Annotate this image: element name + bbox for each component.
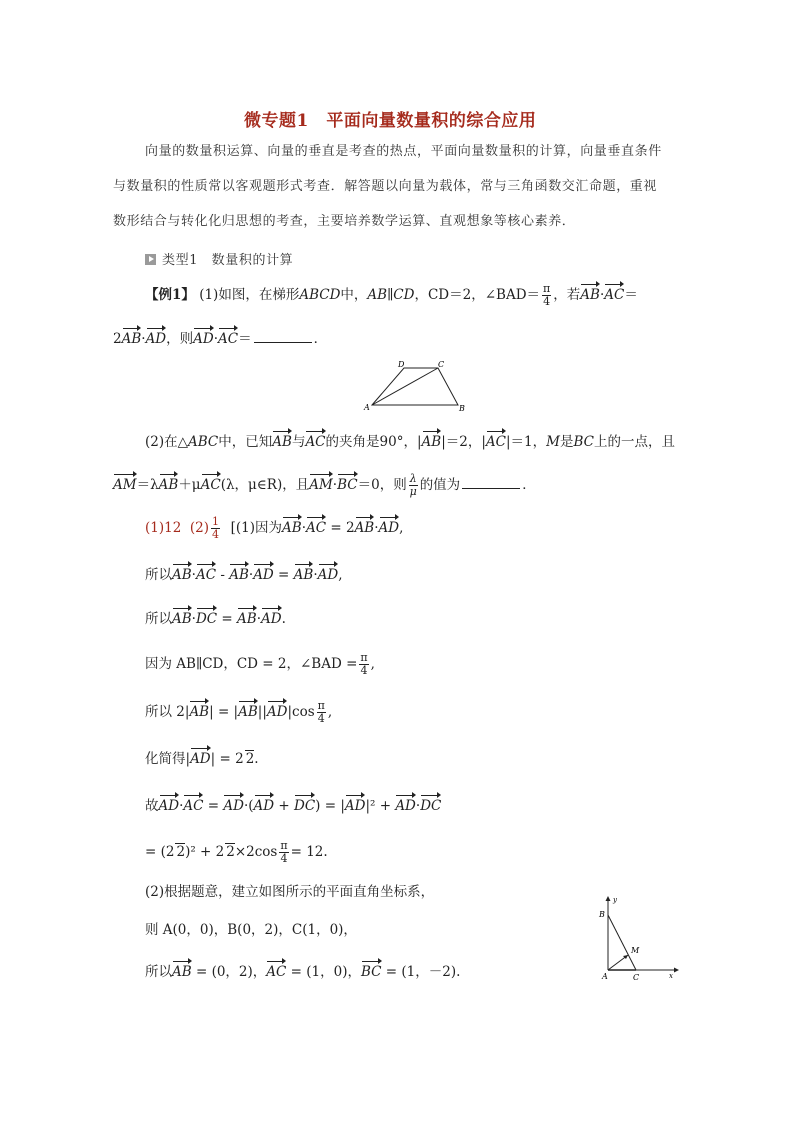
vector-ac: AC bbox=[604, 287, 625, 303]
example-1-part1-line2: 2AB·AD，则AD·AC＝ ． bbox=[113, 331, 328, 347]
vector-ac: AC bbox=[305, 434, 326, 450]
vector-ac: AC bbox=[200, 477, 221, 493]
answer-part2-coords: 则 A(0，0)，B(0，2)，C(1，0)， bbox=[145, 922, 357, 938]
fraction-lambda-over-mu: $\frac{\lambda}{\mu}$ bbox=[409, 472, 417, 498]
play-icon bbox=[145, 254, 156, 265]
fraction-one-quarter: $\frac{1}{4}$ bbox=[212, 515, 220, 541]
intro-line-3: 数形结合与转化化归思想的考查，主要培养数学运算、直观想象等核心素养． bbox=[113, 214, 576, 229]
answer-line-8: = (2 2)² + 2 2×2cos $\frac{\pi}{4}$ = 12. bbox=[145, 839, 328, 865]
answer-blank-2 bbox=[462, 478, 520, 489]
example-1-part1-line1: 【例1】 (1)如图，在梯形ABCD中，AB∥CD，CD＝2，∠BAD＝ $\frac{\pi}{4}$ ，若AB·AC＝ bbox=[145, 282, 638, 308]
section-heading: 类型1 数量积的计算 bbox=[145, 249, 293, 268]
answer-line-1: (1)12 (2) $\frac{1}{4}$ [(1)因为AB·AC = 2AB·AD, bbox=[145, 515, 404, 541]
answer-line-6: 化简得|AD| = 2 2. bbox=[145, 751, 259, 767]
sqrt-2: 2 bbox=[245, 751, 255, 767]
vector-ab: AB bbox=[421, 434, 442, 450]
label-a: A bbox=[364, 403, 370, 412]
vector-am: AM bbox=[113, 477, 137, 493]
vector-ab: AB bbox=[272, 434, 292, 450]
answer-part2-intro: (2)根据题意，建立如图所示的平面直角坐标系， bbox=[145, 884, 435, 900]
vector-ac: AC bbox=[218, 331, 239, 347]
vector-ac: AC bbox=[485, 434, 506, 450]
vector-ad: AD bbox=[145, 331, 167, 347]
label-a: A bbox=[602, 972, 608, 981]
vector-am: AM bbox=[309, 477, 333, 493]
example-1-part2-line1: (2)在△ABC中，已知AB与AC的夹角是90°，|AB|＝2，|AC|＝1，M是BC上的一点，且 bbox=[145, 434, 675, 450]
page-title: 微专题1 平面向量数量积的综合应用 bbox=[244, 111, 537, 131]
vector-ad: AD bbox=[193, 331, 214, 347]
example-1-part2-line2: AM＝λAB＋μAC(λ，μ∈R)，且AM·BC＝0，则 $\frac{\lambda}{\mu}$ 的值为 ． bbox=[113, 472, 536, 498]
vector-ab: AB bbox=[580, 287, 600, 303]
label-c: C bbox=[438, 360, 445, 369]
answer-blank-1 bbox=[254, 332, 312, 343]
intro-line-1: 向量的数量积运算、向量的垂直是考查的热点，平面向量数量积的计算，向量垂直条件 bbox=[145, 144, 662, 159]
label-m: M bbox=[631, 946, 640, 955]
intro-line-2: 与数量积的性质常以客观题形式考查．解答题以向量为载体，常与三角函数交汇命题，重视 bbox=[113, 179, 658, 194]
vector-ab: AB bbox=[158, 477, 179, 493]
fraction-pi-over-4: $\frac{\pi}{4}$ bbox=[543, 282, 551, 308]
label-x: x bbox=[669, 972, 673, 980]
trapezoid-figure bbox=[360, 358, 470, 414]
answer-line-2: 所以AB·AC - AB·AD = AB·AD, bbox=[145, 567, 343, 583]
label-b: B bbox=[599, 910, 605, 919]
answer-line-4: 因为 AB∥CD，CD = 2，∠BAD = $\frac{\pi}{4}$ , bbox=[145, 651, 375, 677]
label-b: B bbox=[459, 404, 465, 413]
answer-line-3: 所以AB·DC = AB·AD. bbox=[145, 611, 286, 627]
answer-line-5: 所以 2|AB| = |AB||AD|cos $\frac{\pi}{4}$ , bbox=[145, 699, 333, 725]
coordinate-figure bbox=[594, 893, 684, 985]
vector-ab: AB bbox=[121, 331, 142, 347]
label-d: D bbox=[398, 360, 405, 369]
answer-part2-vectors: 所以AB = (0，2)，AC = (1，0)，BC = (1，－2). bbox=[145, 964, 461, 980]
vector-bc: BC bbox=[337, 477, 358, 493]
answer-line-7: 故AD·AC = AD·(AD + DC) = |AD|² + AD·DC bbox=[145, 798, 442, 814]
label-c: C bbox=[633, 973, 640, 982]
label-y: y bbox=[613, 896, 617, 904]
